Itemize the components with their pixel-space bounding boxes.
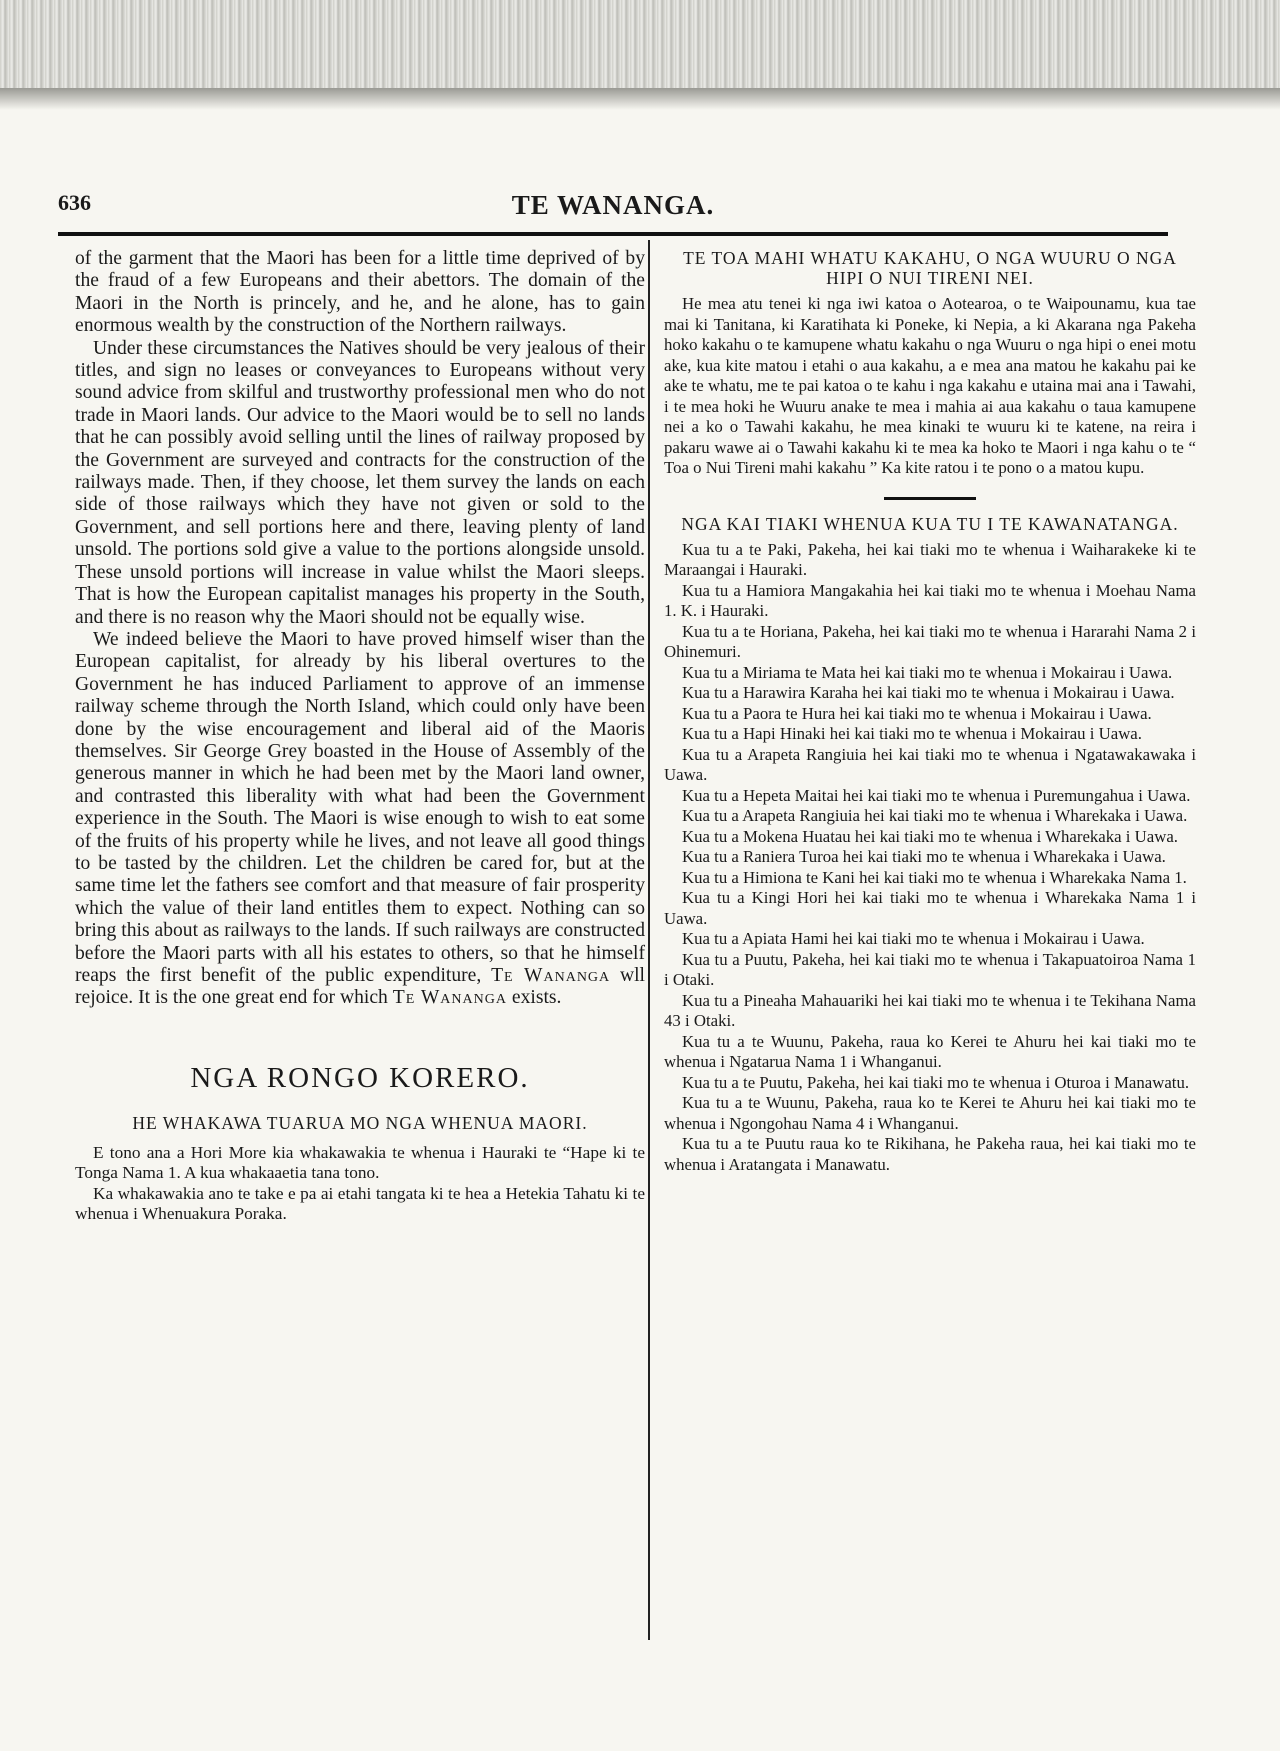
column-divider (648, 240, 650, 1640)
left-paragraph-3-body: We indeed believe the Maori to have proved himself wiser than the European capitalist, for already by his liberal overtures to the Government he has induced Parliament to approve of an immense railway scheme through the North Island, which could only have been done by the wise encouragement and liberal aid of the Maoris themselves. Sir George Grey boasted in the House of Assembly of the generous manner in which he had been met by the Maori land owner, and contrasted this liberality with what had been the Government experience in the South. The Maori is wise enough to wish to eat some of the fruits of his property while he lives, and not leave all good things to be tasted by the children. Let the children be cared for, but at the same time let the fathers see comfort and that measure of fair prosperity which the value of their land entitles them to expect. Nothing can so bring this about as railways to the lands. If such railways are constructed before the Maori parts with all his estates to others, so that he himself reaps the first benefit of the public expenditure, (75, 628, 645, 986)
trustee-notice: Kua tu a te Puutu, Pakeha, hei kai tiaki mo te whenua i Oturoa i Manawatu. (682, 1072, 1190, 1092)
left-column (75, 248, 645, 1225)
left-paragraph-2: Under these circumstances the Natives should be very jealous of their titles, and sign no leases or conveyances to Europeans without very sound advice from skilful and trustworthy professional men who do not trade in Maori lands. Our advice to the Maori would be to sell no lands that he can possibly avoid selling until the lines of railway proposed by the Government are surveyed and contracts for the construction of the railways made. Then, if they choose, let them survey the lands on each side of those railways which they have not given or sold to the Government, and sell portions here and there, leaving plenty of land unsold. The portions sold give a value to the portions alongside unsold. These unsold portions will increase in value whilst the Maori sleeps. That is how the European capitalist manages his property in the South, and there is no reason why the Maori should not be equally wise. (75, 337, 645, 628)
section-heading-news: NGA RONGO KORERO. (190, 1061, 530, 1094)
right-column (664, 248, 1196, 1175)
trustee-notice: Kua tu a Arapeta Rangiuia hei kai tiaki mo te whenua i Wharekaka i Uawa. (682, 806, 1188, 825)
trustee-notice: Kua tu a te Paki, Pakeha, hei kai tiaki mo te whenua i Waiharakeke ki te Maraangai i Hauraki. (664, 539, 1196, 579)
newspaper-title: TE WANANGA. (511, 190, 715, 220)
masthead (58, 190, 1168, 230)
trustee-notice: Kua tu a Raniera Turoa hei kai tiaki mo te whenua i Wharekaka i Uawa. (682, 847, 1166, 866)
trustee-notice: Kua tu a Kingi Hori hei kai tiaki mo te whenua i Wharekaka Nama 1 i Uawa. (664, 888, 1196, 928)
left-paragraph-3 (75, 629, 645, 1010)
trustee-notice: Kua tu a Hapi Hinaki hei kai tiaki mo te whenua i Mokairau i Uawa. (682, 724, 1142, 743)
trustee-notice: Kua tu a te Wuunu, Pakeha, raua ko te Kerei te Ahuru hei kai tiaki mo te whenua i Ngongohau Nama 4 i Whanganui. (664, 1093, 1196, 1133)
news-item-1: E tono ana a Hori More kia whakawakia te whenua i Hauraki te “Hape ki te Tonga Nama 1. A kua whakaaetia tana tono. (75, 1142, 645, 1183)
trustee-notice: Kua tu a te Horiana, Pakeha, hei kai tiaki mo te whenua i Hararahi Nama 2 i Ohinemuri. (664, 621, 1196, 661)
trustee-notice: Kua tu a Miriama te Mata hei kai tiaki mo te whenua i Mokairau i Uawa. (682, 662, 1173, 682)
trustee-notice: Kua tu a Mokena Huatau hei kai tiaki mo te whenua i Wharekaka i Uawa. (682, 826, 1178, 846)
trustee-notice: Kua tu a Paora te Hura hei kai tiaki mo te whenua i Mokairau i Uawa. (682, 703, 1152, 723)
trustee-notice: Kua tu a Arapeta Rangiuia hei kai tiaki mo te whenua i Ngatawakawaka i Uawa. (664, 744, 1196, 784)
left-paragraph-3-end: exists. (511, 987, 562, 1009)
paper-name-inline-2: Te Wananga (392, 987, 507, 1009)
trustee-notice: Kua tu a Himiona te Kani hei kai tiaki mo te whenua i Wharekaka Nama 1. (682, 867, 1187, 887)
paper-name-inline: Te Wananga (491, 965, 611, 986)
news-item-2: Ka whakawakia ano te take e pa ai etahi tangata ki te hea a Hetekia Tahatu ki te whenua i Whenuakura Poraka. (75, 1183, 645, 1224)
left-paragraph-1: of the garment that the Maori has been for a little time deprived of by the fraud of a few Europeans and their abettors. The domain of the Maori in the North is princely, and he, and he alone, has to gain enormous wealth by the construction of the Northern railways. (75, 248, 645, 337)
page-number: 636 (58, 190, 91, 215)
trustee-notice: Kua tu a Harawira Karaha hei kai tiaki mo te whenua i Mokairau i Uawa. (682, 683, 1175, 702)
masthead-rule (58, 232, 1168, 236)
trustee-notice: Kua tu a te Wuunu, Pakeha, raua ko Kerei te Ahuru hei kai tiaki mo te whenua i Ngatarua Nama 1 i Whanganui. (664, 1031, 1196, 1071)
woollen-mill-advert: He mea atu tenei ki nga iwi katoa o Aotearoa, o te Waipounamu, kua tae mai ki Tanitana, ki Karatihata ki Poneke, ki Nepia, a ki Akarana nga Pakeha hoko kakahu o te kamupene whatu kakahu o nga Wuuru o nga hipi o enei motu ake, kua kite matou i etahi o aua kakahu, a e mea ana matou he kakahu pai ke ake te whatu, me te pai katoa o te kahu i nga kakahu e utaina mai ana i Tawahi, i te mea hoki he Wuuru anake te mea i mahia ai aua kakahu o taua kamupene nei a ko o Tawahi kakahu, he mea kinaki te wuuru ki te katene, na reira i pakaru wawe ai o Tawahi kakahu ki te mea ka hoko te Maori i nga kahu o te “ Toa o Nui Tireni mahi kakahu ” Ka kite ratou i te pono o a matou kupu. (664, 294, 1196, 477)
trustee-notice: Kua tu a Hepeta Maitai hei kai tiaki mo te whenua i Puremungahua i Uawa. (682, 785, 1191, 805)
left-paragraph-3-tail: wll rejoice. It is the one great end for which (75, 965, 645, 1009)
trustee-notice: Kua tu a Hamiora Mangakahia hei kai tiaki mo te whenua i Moehau Nama 1. K. i Hauraki. (664, 580, 1196, 620)
torn-page-top-edge (0, 0, 1280, 110)
trustee-notice: Kua tu a Pineaha Mahauariki hei kai tiaki mo te whenua i te Tekihana Nama 43 i Otaki. (664, 990, 1196, 1030)
trustee-notice: Kua tu a Apiata Hami hei kai tiaki mo te whenua i Mokairau i Uawa. (682, 929, 1145, 948)
heading-trustees: NGA KAI TIAKI WHENUA KUA TU I TE KAWANATANGA. (681, 513, 1179, 534)
sub-heading-rehearing: HE WHAKAWA TUARUA MO NGA WHENUA MAORI. (132, 1112, 588, 1133)
heading-woollen-mill: TE TOA MAHI WHATU KAKAHU, O NGA WUURU O NGA HIPI O NUI TIRENI NEI. (683, 248, 1177, 288)
trustee-notice: Kua tu a Puutu, Pakeha, hei kai tiaki mo te whenua i Takapuatoiroa Nama 1 i Otaki. (664, 949, 1196, 989)
trustee-notice: Kua tu a te Puutu raua ko te Rikihana, he Pakeha raua, hei kai tiaki mo te whenua i Aratangata i Manawatu. (664, 1134, 1196, 1174)
section-separator (884, 497, 976, 500)
